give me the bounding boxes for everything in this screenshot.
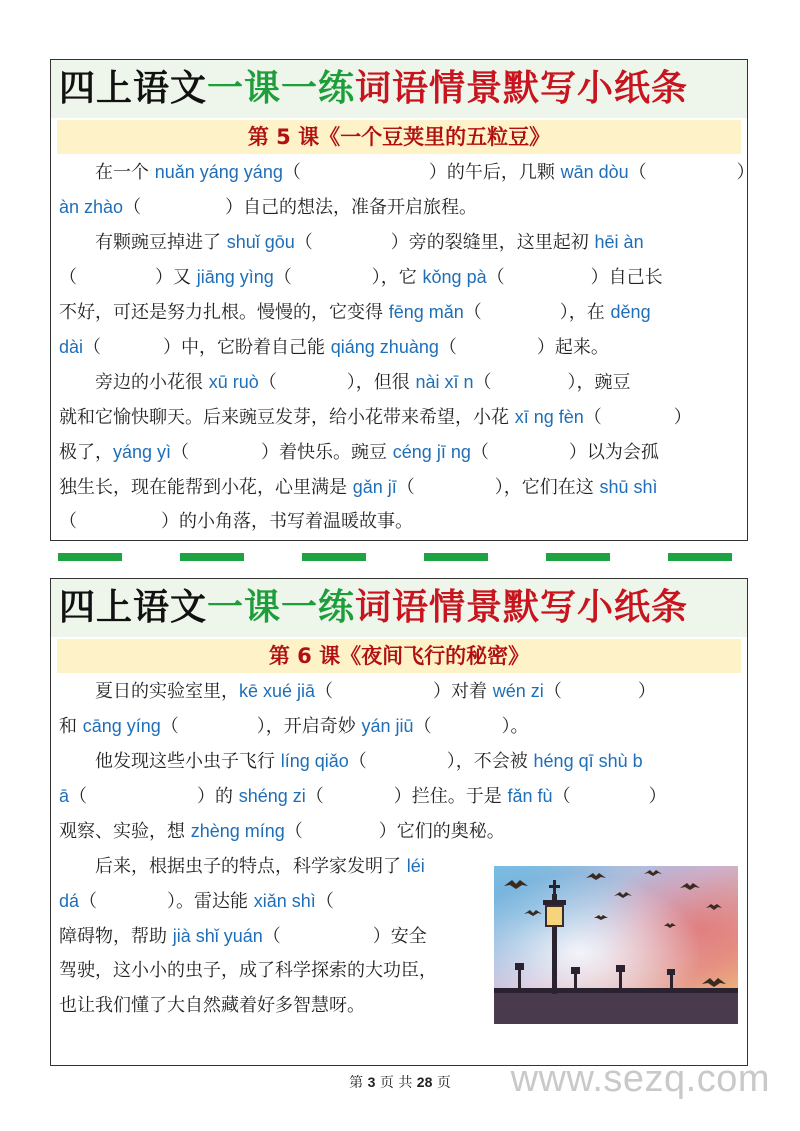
passage-text: 就和它愉快聊天。后来豌豆发芽，给小花带来希望，小花: [59, 407, 515, 428]
pinyin-prompt: dá: [59, 891, 80, 911]
passage-text: ）: [673, 407, 692, 428]
answer-blank: [101, 330, 163, 366]
answer-blank: [97, 884, 167, 920]
answer-blank: [179, 709, 257, 745]
passage-text: （: [83, 337, 102, 358]
answer-blank: [492, 365, 568, 401]
illustration-svg: [494, 866, 738, 1024]
pinyin-prompt: gǎn jī: [352, 477, 397, 497]
passage-line: [59, 504, 739, 540]
passage-line: [59, 189, 739, 225]
passage-text: （: [79, 891, 98, 912]
cut-line-separator: [58, 553, 742, 561]
answer-blank: [303, 814, 379, 850]
passage-text: 和: [59, 716, 83, 737]
passage-text: 夏日的实验室里，: [59, 681, 239, 702]
title-part-dictation: 词语情景默写小纸条: [355, 587, 689, 628]
passage-line: [59, 743, 739, 779]
passage-text: （: [69, 786, 88, 807]
passage-line: [59, 469, 739, 505]
answer-blank: [562, 674, 638, 710]
pinyin-prompt: nài xī n: [415, 372, 474, 392]
passage-text: ）: [736, 162, 755, 183]
passage-line: [59, 848, 491, 884]
passage-line: [59, 399, 739, 435]
passage-line: [59, 154, 755, 190]
passage-text: ）拦住。于是: [393, 786, 508, 807]
passage-body: [57, 154, 755, 532]
passage-line: [59, 813, 739, 849]
answer-blank: [432, 709, 502, 745]
passage-text: 极了，: [59, 442, 113, 463]
pinyin-prompt: xiǎn shì: [253, 891, 316, 911]
passage-text: （: [160, 716, 179, 737]
answer-blank: [292, 260, 372, 296]
passage-text: （: [284, 821, 303, 842]
answer-blank: [505, 260, 591, 296]
passage-line: [59, 918, 491, 954]
passage-text: （: [315, 681, 334, 702]
passage-text: （: [543, 681, 562, 702]
passage-text: （: [628, 162, 647, 183]
passage-text: ）它们的奥秘。: [378, 821, 505, 842]
answer-blank: [87, 779, 197, 815]
title-part-grade: 四上语文: [59, 68, 208, 109]
pinyin-prompt: àn zhào: [59, 197, 124, 217]
passage-text: 障碍物，帮助: [59, 926, 173, 947]
passage-text: ）: [637, 681, 656, 702]
passage-line: [59, 364, 739, 400]
passage-text: （: [552, 786, 571, 807]
answer-blank: [415, 470, 495, 506]
passage-text: （: [171, 442, 190, 463]
pinyin-prompt: shuǐ gōu: [226, 232, 295, 252]
cut-dash: [668, 553, 732, 561]
pinyin-prompt: hēi àn: [594, 232, 644, 252]
passage-line: [59, 673, 739, 709]
pinyin-prompt: ā: [59, 786, 70, 806]
pinyin-prompt: zhèng míng: [190, 821, 285, 841]
passage-text: ）安全: [372, 926, 427, 947]
answer-blank: [602, 400, 674, 436]
title-part-practice: 一课一练: [207, 587, 356, 628]
passage-text: ），在: [559, 302, 611, 323]
pinyin-prompt: céng jī ng: [392, 442, 471, 462]
passage-text: 驾驶，这小小的虫子，成了科学探索的大功臣，: [59, 960, 437, 981]
pinyin-prompt: líng qiǎo: [280, 751, 349, 771]
page-total: 28: [416, 1074, 433, 1090]
pinyin-prompt: nuǎn yáng yáng: [154, 162, 283, 182]
cut-dash: [424, 553, 488, 561]
pinyin-prompt: fǎn fù: [507, 786, 553, 806]
answer-blank: [333, 674, 433, 710]
pinyin-prompt: léi: [406, 856, 425, 876]
passage-text: 独生长，现在能帮到小花，心里满是: [59, 477, 353, 498]
passage-text: ）中，它盼着自己能: [163, 337, 331, 358]
pinyin-prompt: cāng yíng: [82, 716, 161, 736]
pinyin-prompt: wān dòu: [560, 162, 629, 182]
pinyin-prompt: yán jiū: [361, 716, 414, 736]
passage-text: （: [282, 162, 301, 183]
answer-blank: [189, 435, 261, 471]
pinyin-prompt: shéng zi: [238, 786, 306, 806]
passage-text: （: [59, 511, 77, 532]
passage-text: （: [486, 267, 505, 288]
pinyin-prompt: qiáng zhuàng: [330, 337, 439, 357]
passage-text: ）自己的想法，准备开启旅程。: [225, 197, 478, 218]
answer-blank: [457, 330, 537, 366]
passage-text: （: [413, 716, 432, 737]
passage-text: （: [470, 442, 489, 463]
passage-text: ），不会被: [446, 751, 534, 772]
passage-text: ）起来。: [536, 337, 609, 358]
passage-text: ）的午后，几颗: [428, 162, 561, 183]
passage-line: [59, 434, 739, 470]
passage-text: （: [305, 786, 324, 807]
passage-text: ）: [648, 786, 667, 807]
pinyin-prompt: jià shǐ yuán: [172, 926, 263, 946]
card-title: [51, 60, 747, 118]
pinyin-prompt: kē xué jiā: [239, 681, 316, 701]
cut-dash: [546, 553, 610, 561]
passage-text: ）。: [501, 716, 529, 737]
passage-text: ）旁的裂缝里，这里起初: [390, 232, 595, 253]
answer-blank: [367, 744, 447, 780]
passage-line: [59, 883, 491, 919]
pinyin-prompt: fēng mǎn: [388, 302, 464, 322]
passage-line: [59, 953, 491, 989]
passage-text: （: [348, 751, 367, 772]
pinyin-prompt: yáng yì: [113, 442, 172, 462]
passage-line: [59, 259, 739, 295]
answer-blank: [334, 884, 394, 920]
page-number: 3: [367, 1074, 376, 1090]
lesson-heading: 第 5 课《一个豆荚里的五粒豆》: [57, 120, 741, 154]
passage-text: （: [438, 337, 457, 358]
lesson-heading: 第 6 课《夜间飞行的秘密》: [57, 639, 741, 673]
passage-line: [59, 224, 739, 260]
passage-line: [59, 778, 739, 814]
pinyin-prompt: shū shì: [599, 477, 658, 497]
passage-text: ）。雷达能: [167, 891, 254, 912]
answer-blank: [277, 365, 347, 401]
passage-text: （: [315, 891, 334, 912]
cut-dash: [302, 553, 366, 561]
passage-text: 也让我们懂了大自然藏着好多智慧呀。: [59, 995, 365, 1016]
cut-dash: [180, 553, 244, 561]
passage-text: （: [473, 372, 492, 393]
passage-text: ），但很: [346, 372, 416, 393]
answer-blank: [647, 155, 737, 191]
passage-text: ）对着: [433, 681, 493, 702]
footer-prefix: 第: [349, 1075, 364, 1091]
answer-blank: [141, 190, 225, 226]
answer-blank: [571, 779, 649, 815]
passage-text: 有颗豌豆掉进了: [59, 232, 227, 253]
answer-blank: [281, 919, 373, 955]
footer-middle: 页 共: [379, 1075, 413, 1091]
pinyin-prompt: děng: [610, 302, 651, 322]
answer-blank: [324, 779, 394, 815]
pinyin-prompt: dài: [59, 337, 84, 357]
passage-text: 观察、实验，想: [59, 821, 191, 842]
answer-blank: [301, 155, 429, 191]
passage-text: （: [396, 477, 415, 498]
passage-text: （: [59, 267, 77, 288]
bats-streetlamp-illustration: [494, 866, 738, 1024]
title-part-practice: 一课一练: [207, 68, 356, 109]
passage-text: ）以为会孤: [568, 442, 659, 463]
passage-text: 后来，根据虫子的特点，科学家发明了: [59, 856, 407, 877]
passage-text: ），它: [371, 267, 423, 288]
pinyin-prompt: xū ruò: [208, 372, 259, 392]
pinyin-prompt: xī ng fèn: [514, 407, 584, 427]
pinyin-prompt: jiāng yìng: [196, 267, 274, 287]
card-title: [51, 579, 747, 637]
passage-text: （: [262, 926, 281, 947]
passage-line: [59, 988, 491, 1024]
passage-text: ），开启奇妙: [256, 716, 362, 737]
title-part-dictation: 词语情景默写小纸条: [355, 68, 689, 109]
title-part-grade: 四上语文: [59, 587, 208, 628]
passage-line: [59, 294, 739, 330]
passage-text: 他发现这些小虫子飞行: [59, 751, 281, 772]
answer-blank: [313, 225, 391, 261]
passage-text: ）着快乐。豌豆: [261, 442, 393, 463]
passage-text: ），它们在这: [494, 477, 600, 498]
passage-line: [59, 708, 739, 744]
passage-text: （: [273, 267, 292, 288]
pinyin-prompt: wén zi: [492, 681, 544, 701]
passage-text: 不好，可还是努力扎根。慢慢的，它变得: [59, 302, 389, 323]
passage-text: （: [258, 372, 277, 393]
passage-text: ）又: [155, 267, 197, 288]
answer-blank: [482, 295, 560, 331]
footer-suffix: 页: [436, 1075, 451, 1091]
answer-blank: [489, 435, 569, 471]
passage-text: ）的: [197, 786, 239, 807]
passage-text: （: [294, 232, 313, 253]
passage-text: 旁边的小花很: [59, 372, 209, 393]
passage-text: ）的小角落，书写着温暖故事。: [161, 511, 413, 532]
passage-text: （: [123, 197, 142, 218]
passage-text: （: [463, 302, 482, 323]
passage-text: ），豌豆: [567, 372, 631, 393]
passage-line: [59, 329, 739, 365]
cut-dash: [58, 553, 122, 561]
passage-text: ）自己长: [590, 267, 663, 288]
site-watermark: www.sezq.com: [510, 1058, 770, 1100]
answer-blank: [77, 260, 155, 296]
passage-text: 在一个: [59, 162, 155, 183]
pinyin-prompt: kǒng pà: [422, 267, 487, 287]
answer-blank: [77, 504, 161, 540]
worksheet-card-lesson-5: [50, 59, 755, 541]
passage-text: （: [583, 407, 602, 428]
pinyin-prompt: héng qī shù b: [533, 751, 643, 771]
